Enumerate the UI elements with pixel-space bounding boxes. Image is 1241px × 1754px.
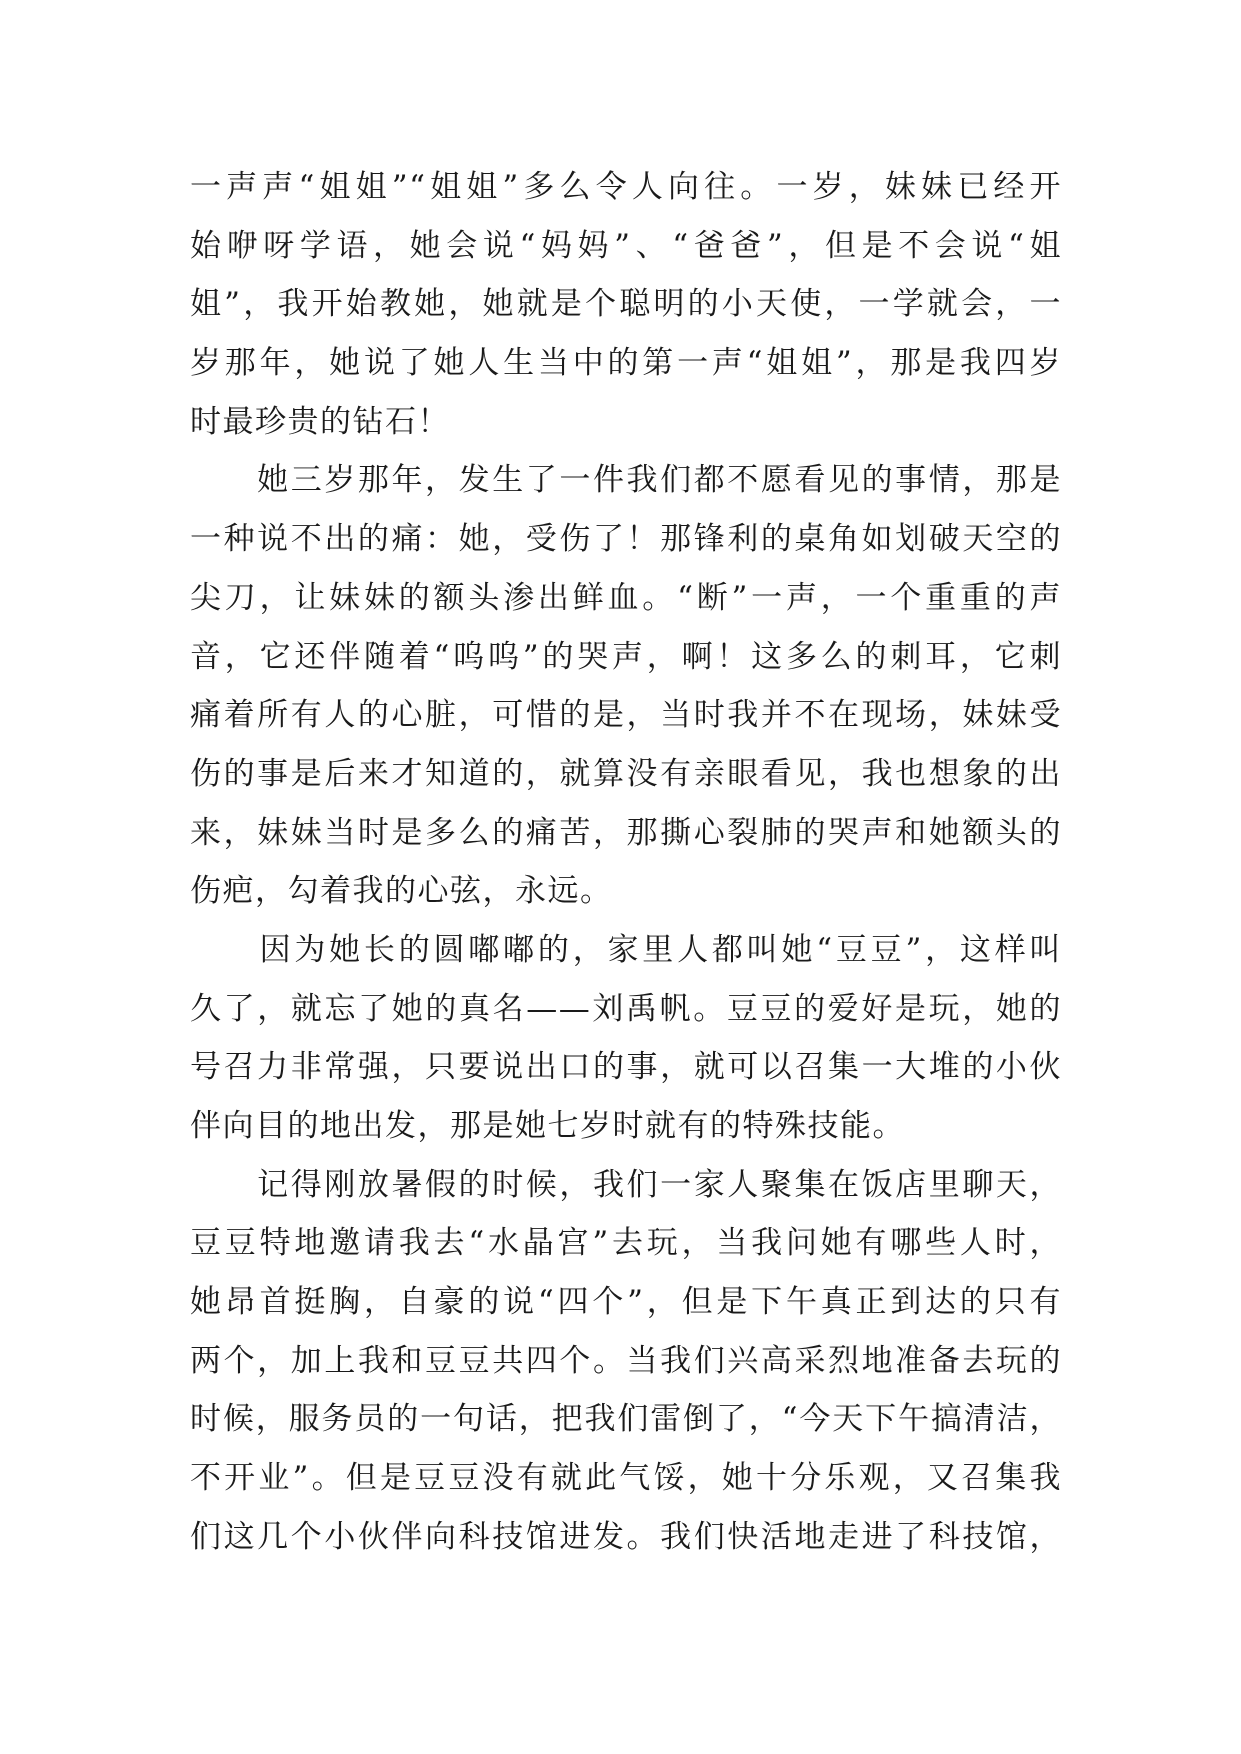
text-line: 一声声“姐姐”“姐姐”多么令人向往。一岁，妹妹已经开: [190, 169, 1062, 205]
text-line: 伤疤，勾着我的心弦，永远。: [190, 873, 613, 910]
text-line: 来，妹妹当时是多么的痛苦，那撕心裂肺的哭声和她额头的: [190, 814, 1062, 851]
text-line: 一种说不出的痛：她，受伤了！那锋利的桌角如划破天空的: [190, 521, 1062, 558]
text-line: 记得刚放暑假的时候，我们一家人聚集在饭店里聊天，: [190, 1166, 1062, 1203]
text-line: 伴向目的地出发，那是她七岁时就有的特殊技能。: [190, 1108, 905, 1144]
text-line: 伤的事是后来才知道的，就算没有亲眼看见，我也想象的出: [190, 755, 1062, 792]
text-line: 尖刀，让妹妹的额头渗出鲜血。“断”一声，一个重重的声: [190, 579, 1062, 616]
text-line: 痛着所有人的心脏，可惜的是，当时我并不在现场，妹妹受: [190, 697, 1062, 734]
text-line: 们这几个小伙伴向科技馆进发。我们快活地走进了科技馆，: [190, 1518, 1062, 1555]
text-line: 时候，服务员的一句话，把我们雷倒了，“今天下午搞清洁，: [190, 1401, 1062, 1438]
text-line: 她三岁那年，发生了一件我们都不愿看见的事情，那是: [190, 462, 1062, 499]
text-line: 不开业”。但是豆豆没有就此气馁，她十分乐观，又召集我: [190, 1460, 1062, 1497]
text-line: 音，它还伴随着“呜呜”的哭声，啊！这多么的刺耳，它刺: [190, 638, 1062, 675]
text-line: 她昂首挺胸，自豪的说“四个”，但是下午真正到达的只有: [190, 1284, 1062, 1321]
text-line: 始咿呀学语，她会说“妈妈”、“爸爸”，但是不会说“姐: [190, 227, 1062, 264]
text-line: 号召力非常强，只要说出口的事，就可以召集一大堆的小伙: [190, 1049, 1062, 1086]
text-line: 时最珍贵的钻石！: [190, 403, 450, 440]
text-line: 久了，就忘了她的真名——刘禹帆。豆豆的爱好是玩，她的: [190, 990, 1062, 1027]
text-line: 岁那年，她说了她人生当中的第一声“姐姐”，那是我四岁: [190, 345, 1062, 382]
text-line: 两个，加上我和豆豆共四个。当我们兴高采烈地准备去玩的: [190, 1342, 1062, 1379]
body-text: [190, 158, 1062, 1567]
text-line: 因为她长的圆嘟嘟的，家里人都叫她“豆豆”，这样叫: [190, 931, 1062, 968]
text-line: 豆豆特地邀请我去“水晶宫”去玩，当我问她有哪些人时，: [190, 1225, 1062, 1262]
text-line: 姐”，我开始教她，她就是个聪明的小天使，一学就会，一: [190, 286, 1062, 323]
